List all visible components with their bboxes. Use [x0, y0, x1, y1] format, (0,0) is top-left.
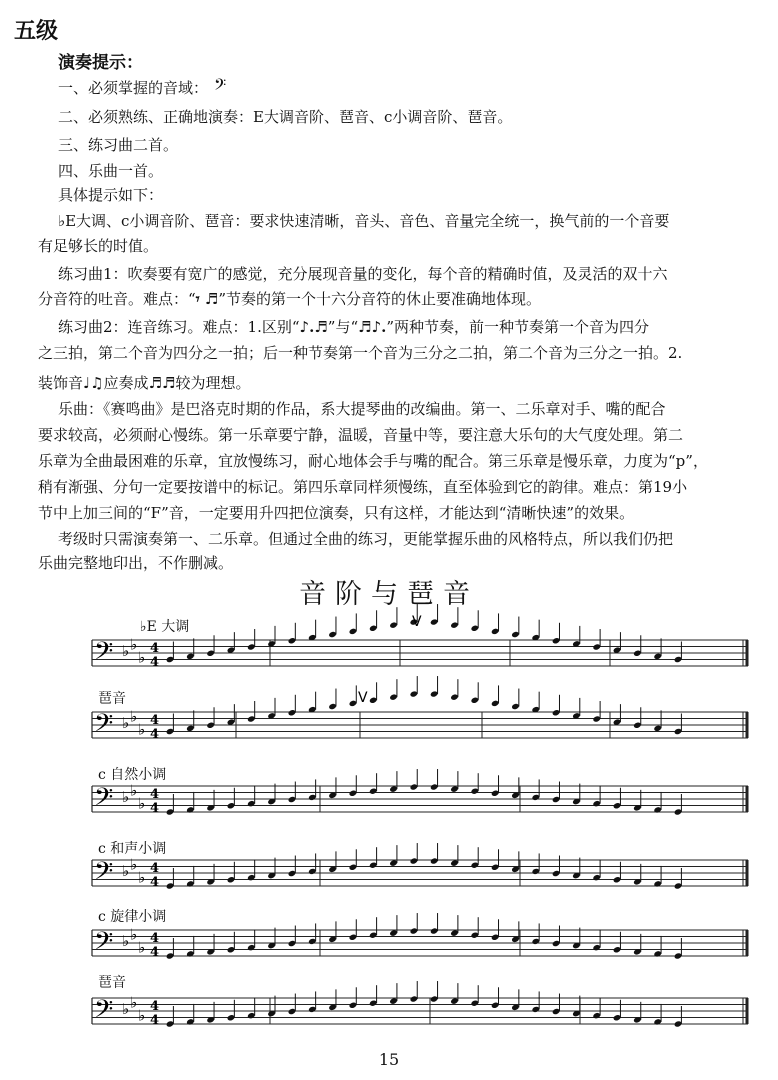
flat-icon: ♭	[138, 720, 146, 739]
paragraph-etude2-text-c: ”两种节奏，前一种节奏第一个音为四分	[386, 318, 650, 336]
time-sig-bottom: 4	[150, 875, 160, 890]
bass-clef-icon: 𝄢	[94, 927, 114, 962]
paragraph-etude1-text-b: ”节奏的第一个十六分音符的休止要准确地体现。	[218, 290, 542, 308]
paragraph-piece-line2: 要求较高，必须耐心慢练。第一乐章要宁静，温暖，音量中等，要注意大乐句的大气度处理。第二	[38, 426, 684, 444]
time-sig-top: 4	[150, 931, 160, 946]
paragraph-etude2-text-b: ”与“	[327, 318, 359, 336]
music-score	[0, 600, 778, 1040]
staff-label-c-harmonic-minor: c 和声小调	[98, 841, 167, 857]
time-sig-bottom: 4	[150, 655, 160, 670]
flat-icon: ♭	[138, 1006, 146, 1025]
paragraph-etude2-text-a: 练习曲2：连音练习。难点：1.区别“	[58, 318, 300, 336]
requirement-scales: 二、必须熟练、正确地演奏：E大调音阶、琶音、c小调音阶、琶音。	[58, 108, 513, 126]
paragraph-piece-line3: 乐章为全曲最困难的乐章，宜放慢练习，耐心地体会手与嘴的配合。第三乐章是慢乐章，力度为“p”，	[38, 452, 708, 470]
ornament-realization-icon: ♬♬	[148, 374, 176, 392]
flat-icon: ♭	[130, 635, 138, 654]
paragraph-etude2-line1	[58, 316, 649, 338]
flat-icon: ♭	[130, 925, 138, 944]
level-title: 五级	[14, 19, 59, 44]
paragraph-exam-line1: 考级时只需演奏第一、二乐章。但通过全曲的练习，更能掌握乐曲的风格特点，所以我们仍把	[58, 530, 674, 548]
dotted-rhythm-icon: ♪.♬	[299, 318, 328, 336]
time-sig-bottom: 4	[150, 1013, 160, 1028]
breath-mark-2: V	[358, 690, 368, 706]
flat-icon: ♭	[138, 794, 146, 813]
time-sig-top: 4	[150, 861, 160, 876]
paragraph-exam-line2: 乐曲完整地印出，不作删减。	[38, 554, 234, 572]
time-sig-bottom: 4	[150, 801, 160, 816]
paragraph-etude1-text-a: 分音符的吐音。难点：“	[38, 290, 196, 308]
paragraph-scales-line2: 有足够长的时值。	[38, 237, 159, 255]
flat-icon: ♭	[130, 855, 138, 874]
staff-label-c-melodic-minor: c 旋律小调	[98, 909, 167, 925]
flat-icon: ♭	[122, 642, 130, 660]
bass-clef-range-icon: 𝄢	[214, 76, 227, 98]
paragraph-piece-line1: 乐曲：《赛鸣曲》是巴洛克时期的作品，系大提琴曲的改编曲。第一、二乐章对手、嘴的配合	[58, 400, 666, 418]
bass-clef-icon: 𝄢	[94, 783, 114, 818]
flat-icon: ♭	[138, 648, 146, 667]
time-sig-top: 4	[150, 999, 160, 1014]
time-sig-top: 4	[150, 787, 160, 802]
staff-label-eb-major: ♭E 大调	[140, 619, 190, 635]
flat-icon: ♭	[138, 938, 146, 957]
requirement-piece: 四、乐曲一首。	[58, 162, 164, 180]
paragraph-piece-line5: 节中上加三间的“F”音，一定要用升四把位演奏，只有这样，才能达到“清晰快速”的效果。	[38, 504, 635, 522]
time-sig-top: 4	[150, 641, 160, 656]
time-sig-bottom: 4	[150, 727, 160, 742]
flat-icon: ♭	[122, 788, 130, 806]
grace-note-icon: ♩♫	[83, 374, 104, 392]
flat-icon: ♭	[122, 1000, 130, 1018]
detail-intro: 具体提示如下：	[58, 186, 164, 204]
paragraph-etude2-line3	[38, 372, 250, 394]
paragraph-scales-line1: ♭E大调、c小调音阶、琶音：要求快速清晰，音头、音色、音量完全统一，换气前的一个音要	[58, 212, 670, 230]
paragraph-etude2-line2: 之三拍，第二个音为四分之一拍；后一种节奏第一个音为三分之二拍，第二个音为三分之一拍。2.	[38, 344, 683, 362]
bass-clef-icon: 𝄢	[94, 709, 114, 744]
music-section-title: 音阶与琶音	[299, 579, 479, 610]
time-sig-bottom: 4	[150, 945, 160, 960]
time-sig-top: 4	[150, 713, 160, 728]
ornament-text: 装饰音	[38, 374, 84, 392]
staff-label-arpeggio-2: 琶音	[98, 975, 126, 991]
flat-icon: ♭	[122, 714, 130, 732]
hint-heading: 演奏提示：	[58, 53, 143, 73]
staff-label-arpeggio-1: 琶音	[98, 691, 126, 707]
requirement-etudes: 三、练习曲二首。	[58, 136, 179, 154]
flat-icon: ♭	[130, 993, 138, 1012]
paragraph-piece-line4: 稍有渐强、分句一定要按谱中的标记。第四乐章同样须慢练，直至体验到它的韵律。难点：第19小	[38, 478, 688, 496]
flat-icon: ♭	[130, 781, 138, 800]
breath-mark-1: V	[412, 614, 422, 630]
paragraph-etude1-line1: 练习曲1：吹奏要有宽广的感觉，充分展现音量的变化，每个音的精确时值，及灵活的双十六	[58, 265, 668, 283]
paragraph-etude1-line2	[38, 288, 541, 310]
bass-clef-icon: 𝄢	[94, 857, 114, 892]
requirement-range	[58, 76, 226, 99]
flat-icon: ♭	[130, 707, 138, 726]
ornament-play-as-text: 应奏成	[103, 374, 149, 392]
staff-label-c-natural-minor: c 自然小调	[98, 767, 167, 783]
reverse-dotted-rhythm-icon: ♬♪.	[358, 318, 387, 336]
ornament-ideal-text: 较为理想。	[175, 374, 251, 392]
flat-icon: ♭	[138, 868, 146, 887]
flat-icon: ♭	[122, 932, 130, 950]
rest-sixteenth-rhythm-icon: 𝄾 ♬	[195, 290, 219, 308]
page-number: 15	[378, 1050, 400, 1069]
bass-clef-icon: 𝄢	[94, 995, 114, 1030]
flat-icon: ♭	[122, 862, 130, 880]
bass-clef-icon: 𝄢	[94, 637, 114, 672]
requirement-range-text: 一、必须掌握的音域：	[58, 79, 209, 97]
